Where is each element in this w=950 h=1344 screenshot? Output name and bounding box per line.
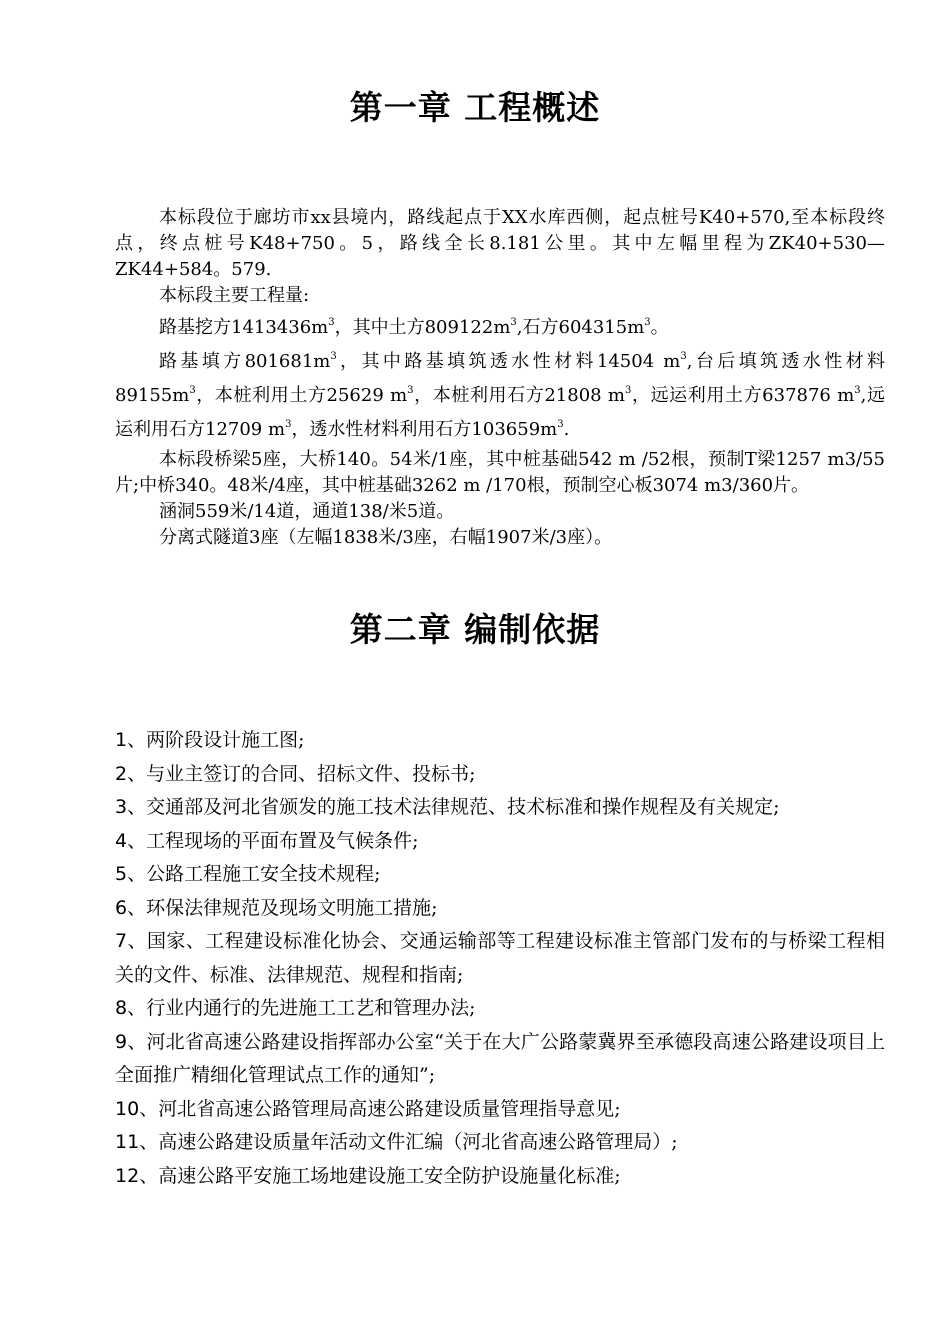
- chapter-1-title: 第一章 工程概述: [349, 88, 601, 127]
- location-paragraph: 本标段位于廊坊市xx县境内，路线起点于XX水库西侧，起点桩号K40+570,至本标段终点，终点桩号K48+750。5，路线全长8.181公里。其中左幅里程为ZK40+530—ZK44+584。579.: [115, 207, 885, 280]
- list-item: 7、国家、工程建设标准化协会、交通运输部等工程建设标准主管部门发布的与桥梁工程相关的文件、标准、法律规范、规程和指南;: [115, 930, 885, 986]
- tunnels-paragraph: 分离式隧道3座（左幅1838米/3座，右幅1907米/3座）。: [159, 527, 613, 548]
- main-quantities-intro: 本标段主要工程量:: [159, 285, 310, 306]
- list-item: 1、两阶段设计施工图;: [115, 729, 305, 751]
- chapter-2-title: 第二章 编制依据: [349, 610, 601, 649]
- basis-list: [115, 724, 885, 1193]
- chapter-1-body: [115, 205, 885, 551]
- list-item: 3、交通部及河北省颁发的施工技术法律规范、技术标准和操作规程及有关规定;: [115, 796, 780, 818]
- excavation-paragraph: 路基挖方$1413436m^3$，其中土方$809122m^3$,石方$604315m^3$。: [159, 317, 669, 338]
- list-item: 9、河北省高速公路建设指挥部办公室“关于在大广公路蒙冀界至承德段高速公路建设项目上全面推广精细化管理试点工作的通知”;: [115, 1030, 885, 1086]
- list-item: 5、公路工程施工安全技术规程;: [115, 863, 381, 885]
- list-item: 10、河北省高速公路管理局高速公路建设质量管理指导意见;: [115, 1097, 621, 1120]
- list-item: 8、行业内通行的先进施工工艺和管理办法;: [115, 997, 476, 1019]
- list-item: 4、工程现场的平面布置及气候条件;: [115, 829, 419, 852]
- list-item: 12、高速公路平安施工场地建设施工安全防护设施量化标准;: [115, 1164, 621, 1187]
- list-item: 11、高速公路建设质量年活动文件汇编（河北省高速公路管理局）;: [115, 1131, 678, 1153]
- list-item: 2、与业主签订的合同、招标文件、投标书;: [115, 762, 476, 785]
- bridges-paragraph: 本标段桥梁5座，大桥140。54米/1座，其中桩基础542 m /52根，预制T梁1257 m3/55片;中桥340。48米/4座，其中桩基础3262 m /170根，预制空心板3074 m3/360片。: [115, 449, 885, 496]
- list-item: 6、环保法律规范及现场文明施工措施;: [115, 896, 438, 919]
- culverts-paragraph: 涵洞559米/14道，通道138/米5道。: [159, 501, 455, 522]
- fill-paragraph: 路基填方$801681m^3$，其中路基填筑透水性材料14504 $m^3$,台后填筑透水性材料$89155m^3$，本桩利用土方25629 $m^3$，本桩利用石方21808 $m^3$，远运利用土方637876 $m^3$,远运利用石方12709 $m^3$，透水性材料利用石方$103659m^3$.: [115, 351, 885, 440]
